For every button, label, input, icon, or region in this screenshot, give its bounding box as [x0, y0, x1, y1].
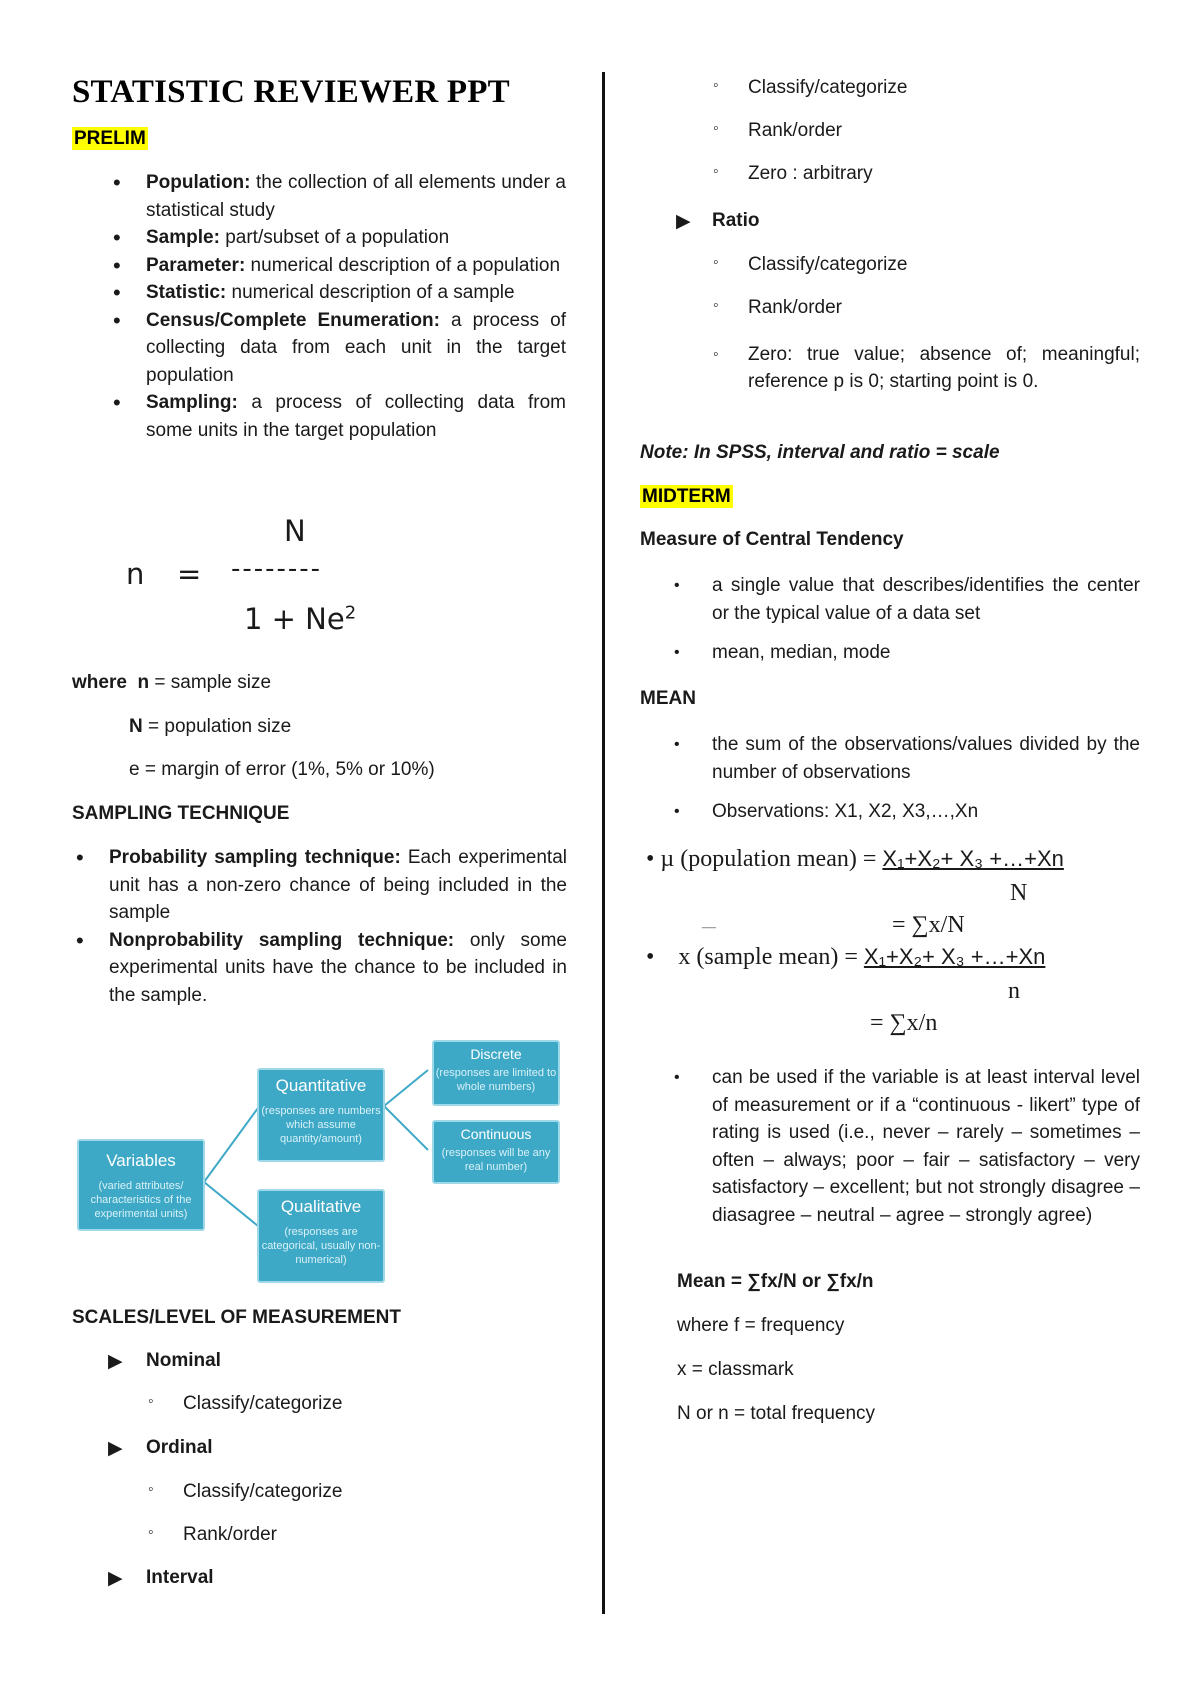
mean-formula: Mean = ∑fx/N or ∑fx/n: [677, 1271, 874, 1292]
pop-mean-denominator: N: [1010, 880, 1028, 906]
list-item: ◦ Zero : arbitrary: [713, 163, 873, 184]
formula-denominator: $1 + Ne^2$: [244, 602, 357, 636]
mct-list: [674, 572, 1140, 679]
nominal-arrow: ▶: [108, 1351, 123, 1372]
list-item: • the sum of the observations/values divided by the number of observations: [674, 734, 1140, 783]
interval-items: [713, 77, 908, 206]
list-item: ◦ Classify/categorize: [713, 254, 908, 275]
list-item: • Parameter: numerical description of a population: [146, 252, 566, 280]
ratio-items: [713, 254, 908, 340]
ratio-zero: ◦ Zero: true value; absence of; meaningful; reference p is 0; starting point is 0.: [713, 344, 1140, 392]
list-item: • a single value that describes/identifies the center or the typical value of a data set: [674, 575, 1140, 624]
formula-n: n: [126, 557, 145, 591]
list-item: • Sample: part/subset of a population: [146, 224, 566, 252]
column-divider: [602, 72, 605, 1614]
variables-box: Variables (varied attributes/ characteristics of the experimental units): [77, 1139, 205, 1231]
quantitative-box: Quantitative (responses are numbers which assume quantity/amount): [257, 1068, 385, 1162]
where-n: where n = sample size: [72, 672, 272, 693]
definitions-list: [146, 169, 566, 444]
formula-equals: =: [177, 557, 202, 591]
ordinal-label: Ordinal: [146, 1437, 213, 1458]
formula-numerator: N: [284, 514, 306, 548]
nominal-label: Nominal: [146, 1350, 221, 1371]
x-classmark: x = classmark: [677, 1359, 794, 1380]
mean-usage: • can be used if the variable is at least interval level of measurement or if a “continuous - likert” type of rating is used (i.e., never – rarely – sometimes – often – always; poor – fair – satisfactory – very satisfactory – excellent; but not strongly disagree – diasagree – neutral – agree – strongly agree): [674, 1067, 1140, 1226]
midterm-heading: MIDTERM: [642, 486, 731, 507]
list-item: • Statistic: numerical description of a sample: [146, 279, 566, 307]
line-variables-qualitative: [204, 1182, 258, 1226]
sampling-list: [109, 844, 567, 1009]
sampling-heading: SAMPLING TECHNIQUE: [72, 803, 290, 824]
list-item: ◦ Rank/order: [148, 1524, 277, 1545]
line-quantitative-discrete: [384, 1070, 428, 1106]
list-item: ◦ Classify/categorize: [148, 1481, 343, 1502]
continuous-box: Continuous (responses will be any real number): [432, 1120, 560, 1184]
total-frequency: N or n = total frequency: [677, 1403, 876, 1424]
where-N: N = population size: [129, 716, 292, 737]
pop-mean-sum: = ∑x/N: [892, 912, 965, 938]
mct-heading: Measure of Central Tendency: [640, 529, 904, 550]
where-f: where f = frequency: [677, 1315, 845, 1336]
scales-heading: SCALES/LEVEL OF MEASUREMENT: [72, 1307, 402, 1328]
spss-note: Note: In SPSS, interval and ratio = scale: [640, 442, 1000, 463]
sample-mean-line: • x (sample mean) = X₁+X₂+ X₃ +…+Xn: [646, 944, 1046, 970]
list-item: ◦ Rank/order: [713, 297, 842, 318]
list-item: • Observations: X1, X2, X3,…,Xn: [674, 801, 979, 822]
ordinal-items: [148, 1481, 343, 1567]
list-item: • mean, median, mode: [674, 642, 891, 663]
discrete-box: Discrete (responses are limited to whole numbers): [432, 1040, 560, 1106]
interval-label: Interval: [146, 1567, 214, 1588]
prelim-heading: PRELIM: [74, 128, 146, 149]
line-variables-quantitative: [204, 1108, 258, 1182]
ordinal-arrow: ▶: [108, 1438, 123, 1459]
nominal-items: [148, 1393, 343, 1436]
qualitative-box: Qualitative (responses are categorical, usually non-numerical): [257, 1189, 385, 1283]
sample-mean-bar: —: [702, 920, 716, 935]
list-item: ◦ Classify/categorize: [148, 1393, 343, 1414]
ratio-arrow: ▶: [676, 211, 691, 232]
list-item: ◦ Rank/order: [713, 120, 842, 141]
mean-list: [674, 731, 1140, 838]
list-item: • Population: the collection of all elements under a statistical study: [146, 169, 566, 224]
interval-arrow: ▶: [108, 1568, 123, 1589]
line-quantitative-continuous: [384, 1106, 428, 1150]
page-title: STATISTIC REVIEWER PPT: [72, 74, 510, 110]
mean-heading: MEAN: [640, 688, 696, 709]
list-item: • Sampling: a process of collecting data from some units in the target population: [146, 389, 566, 444]
ratio-label: Ratio: [712, 210, 760, 231]
sample-mean-sum: = ∑x/n: [870, 1010, 938, 1036]
list-item: ◦ Classify/categorize: [713, 77, 908, 98]
list-item: • Probability sampling technique: Each experimental unit has a non-zero chance of being included in the sample: [109, 844, 567, 927]
formula-bar: --------: [231, 554, 323, 584]
list-item: • Nonprobability sampling technique: only some experimental units have the chance to be included in the sample.: [109, 927, 567, 1010]
list-item: • Census/Complete Enumeration: a process of collecting data from each unit in the target population: [146, 307, 566, 390]
sample-mean-denominator: n: [1008, 978, 1020, 1004]
where-e: e = margin of error (1%, 5% or 10%): [129, 759, 435, 780]
pop-mean-line: • µ (population mean) = X₁+X₂+ X₃ +…+Xn: [646, 846, 1064, 872]
